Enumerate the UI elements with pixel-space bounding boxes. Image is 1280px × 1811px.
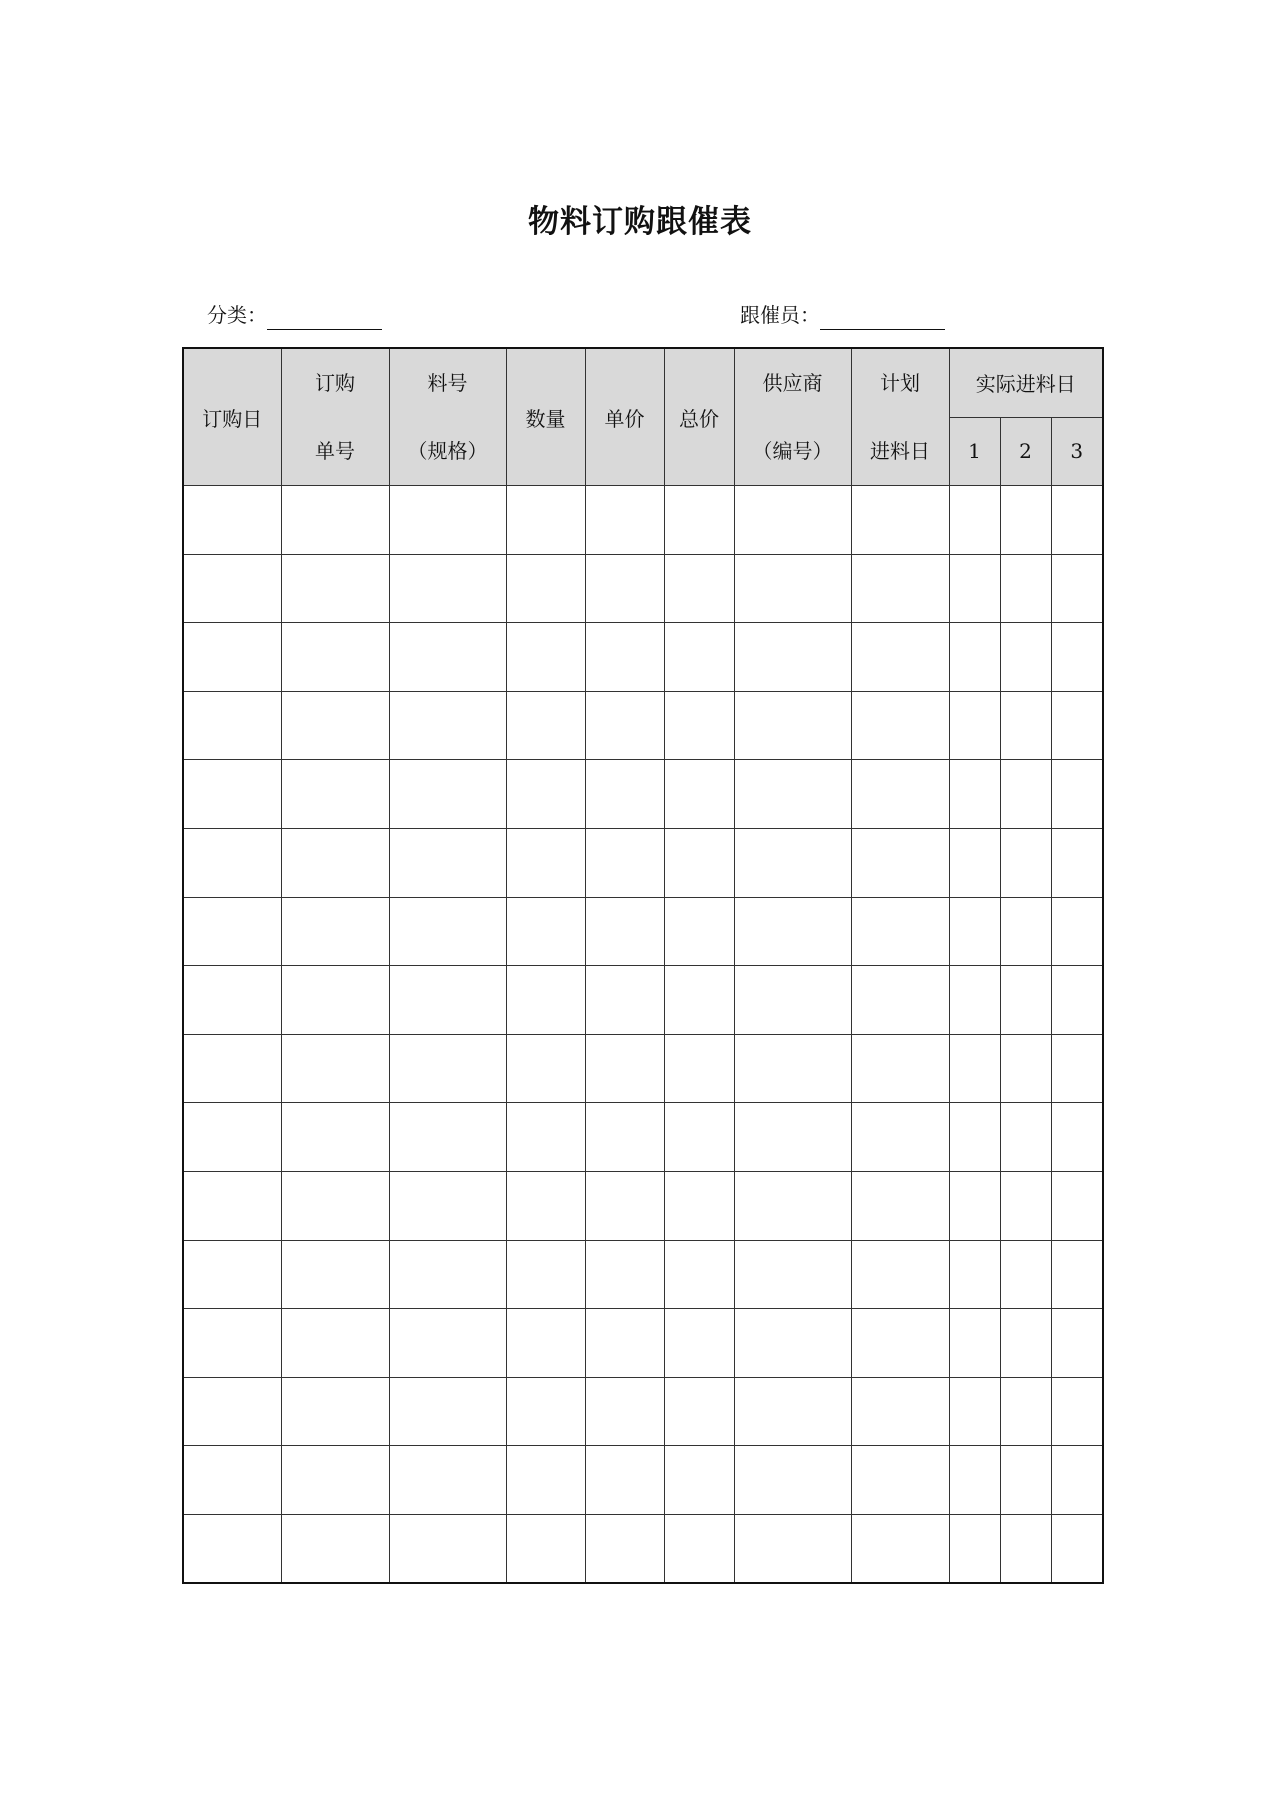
table-cell[interactable] — [506, 691, 585, 760]
table-cell[interactable] — [949, 691, 1000, 760]
table-cell[interactable] — [1051, 1240, 1103, 1309]
table-cell[interactable] — [183, 1377, 281, 1446]
table-cell[interactable] — [1000, 828, 1051, 897]
header-actual-date: 实际进料日 — [949, 348, 1103, 417]
header-part-number — [389, 348, 506, 486]
table-cell[interactable] — [389, 1446, 506, 1515]
header-part-number-line1: 料号 — [427, 371, 468, 395]
table-cell[interactable] — [734, 1171, 851, 1240]
table-row — [183, 486, 1103, 555]
table-cell[interactable] — [506, 760, 585, 829]
table-cell[interactable] — [1000, 1377, 1051, 1446]
table-cell[interactable] — [389, 1377, 506, 1446]
table-cell[interactable] — [949, 1103, 1000, 1172]
table-cell[interactable] — [1051, 691, 1103, 760]
table-cell[interactable] — [1051, 1103, 1103, 1172]
table-cell[interactable] — [183, 1514, 281, 1583]
table-cell[interactable] — [851, 897, 949, 966]
table-cell[interactable] — [389, 1103, 506, 1172]
table-cell[interactable] — [585, 1309, 664, 1378]
table-cell[interactable] — [183, 828, 281, 897]
table-cell[interactable] — [183, 897, 281, 966]
table-cell[interactable] — [506, 1240, 585, 1309]
table-cell[interactable] — [506, 623, 585, 692]
table-cell[interactable] — [1051, 1309, 1103, 1378]
table-cell[interactable] — [389, 966, 506, 1035]
table-cell[interactable] — [281, 1171, 389, 1240]
table-cell[interactable] — [585, 1171, 664, 1240]
header-supplier-line2: （编号） — [752, 439, 833, 463]
table-cell[interactable] — [585, 897, 664, 966]
table-cell[interactable] — [664, 1309, 734, 1378]
table-cell[interactable] — [281, 966, 389, 1035]
table-cell[interactable] — [183, 966, 281, 1035]
table-cell[interactable] — [1051, 1034, 1103, 1103]
table-row — [183, 1514, 1103, 1583]
table-cell[interactable] — [585, 1514, 664, 1583]
table-cell[interactable] — [506, 486, 585, 555]
table-cell[interactable] — [585, 554, 664, 623]
table-cell[interactable] — [1051, 486, 1103, 555]
header-supplier-line1: 供应商 — [762, 371, 823, 395]
table-cell[interactable] — [1051, 554, 1103, 623]
header-actual-3: 3 — [1051, 417, 1103, 485]
table-row — [183, 623, 1103, 692]
table-cell[interactable] — [664, 623, 734, 692]
table-cell[interactable] — [1000, 554, 1051, 623]
table-row — [183, 1377, 1103, 1446]
table-cell[interactable] — [664, 691, 734, 760]
table-cell[interactable] — [1000, 897, 1051, 966]
table-cell[interactable] — [1051, 1446, 1103, 1515]
header-actual-1: 1 — [949, 417, 1000, 485]
table-row — [183, 760, 1103, 829]
table-cell[interactable] — [506, 828, 585, 897]
table-cell[interactable] — [183, 486, 281, 555]
table-cell[interactable] — [585, 760, 664, 829]
table-cell[interactable] — [664, 1171, 734, 1240]
header-unit-price: 单价 — [585, 348, 664, 486]
table-cell[interactable] — [281, 1377, 389, 1446]
table-cell[interactable] — [183, 623, 281, 692]
table-cell[interactable] — [851, 1514, 949, 1583]
table-cell[interactable] — [664, 760, 734, 829]
table-cell[interactable] — [506, 1377, 585, 1446]
table-cell[interactable] — [949, 897, 1000, 966]
header-actual-2: 2 — [1000, 417, 1051, 485]
table-cell[interactable] — [1000, 1514, 1051, 1583]
table-cell[interactable] — [734, 1103, 851, 1172]
table-cell[interactable] — [506, 1171, 585, 1240]
table-cell[interactable] — [281, 1309, 389, 1378]
table-cell[interactable] — [389, 486, 506, 555]
follower-field — [740, 300, 945, 330]
table-cell[interactable] — [389, 623, 506, 692]
table-cell[interactable] — [734, 1377, 851, 1446]
table-cell[interactable] — [851, 554, 949, 623]
table-cell[interactable] — [851, 486, 949, 555]
table-row — [183, 1446, 1103, 1515]
table-cell[interactable] — [664, 1514, 734, 1583]
table-cell[interactable] — [949, 1377, 1000, 1446]
table-cell[interactable] — [183, 691, 281, 760]
table-cell[interactable] — [1000, 1103, 1051, 1172]
table-cell[interactable] — [664, 897, 734, 966]
table-cell[interactable] — [664, 1240, 734, 1309]
table-cell[interactable] — [281, 1514, 389, 1583]
table-cell[interactable] — [281, 828, 389, 897]
header-planned-date-line2: 进料日 — [870, 439, 930, 463]
table-cell[interactable] — [949, 623, 1000, 692]
table-cell[interactable] — [389, 1309, 506, 1378]
table-cell[interactable] — [949, 554, 1000, 623]
table-cell[interactable] — [734, 1240, 851, 1309]
table-cell[interactable] — [664, 1034, 734, 1103]
table-row — [183, 691, 1103, 760]
page-title: 物料订购跟催表 — [528, 204, 752, 240]
table-cell[interactable] — [664, 1377, 734, 1446]
table-cell[interactable] — [734, 1514, 851, 1583]
table-cell[interactable] — [183, 554, 281, 623]
table-cell[interactable] — [851, 1377, 949, 1446]
header-total-price: 总价 — [664, 348, 734, 486]
table-cell[interactable] — [281, 760, 389, 829]
table-cell[interactable] — [1051, 1377, 1103, 1446]
table-cell[interactable] — [585, 828, 664, 897]
table-cell[interactable] — [664, 554, 734, 623]
header-planned-date-line1: 计划 — [880, 371, 920, 395]
category-label: 分类： — [207, 303, 267, 327]
table-cell[interactable] — [851, 623, 949, 692]
table-cell[interactable] — [585, 1103, 664, 1172]
table-cell[interactable] — [183, 1446, 281, 1515]
header-order-number-line1: 订购 — [315, 371, 355, 395]
table-cell[interactable] — [389, 1034, 506, 1103]
follower-input[interactable] — [820, 303, 945, 330]
table-cell[interactable] — [585, 1240, 664, 1309]
table-cell[interactable] — [281, 1034, 389, 1103]
header-supplier — [734, 348, 851, 486]
table-cell[interactable] — [1000, 966, 1051, 1035]
table-cell[interactable] — [281, 897, 389, 966]
table-cell[interactable] — [851, 1171, 949, 1240]
table-cell[interactable] — [183, 760, 281, 829]
table-row — [183, 1240, 1103, 1309]
table-cell[interactable] — [949, 1514, 1000, 1583]
table-cell[interactable] — [1051, 623, 1103, 692]
table-cell[interactable] — [949, 760, 1000, 829]
table-cell[interactable] — [506, 1309, 585, 1378]
table-cell[interactable] — [183, 1034, 281, 1103]
order-tracking-table — [182, 347, 1104, 1584]
table-cell[interactable] — [585, 966, 664, 1035]
table-cell[interactable] — [585, 486, 664, 555]
table-cell[interactable] — [506, 1514, 585, 1583]
table-cell[interactable] — [949, 1240, 1000, 1309]
table-cell[interactable] — [734, 760, 851, 829]
table-cell[interactable] — [1051, 1514, 1103, 1583]
table-cell[interactable] — [389, 554, 506, 623]
table-cell[interactable] — [1000, 760, 1051, 829]
table-cell[interactable] — [734, 966, 851, 1035]
header-quantity: 数量 — [506, 348, 585, 486]
table-row — [183, 1103, 1103, 1172]
table-cell[interactable] — [183, 1103, 281, 1172]
table-cell[interactable] — [664, 966, 734, 1035]
table-cell[interactable] — [183, 1240, 281, 1309]
table-cell[interactable] — [281, 1240, 389, 1309]
table-row — [183, 1171, 1103, 1240]
table-cell[interactable] — [949, 486, 1000, 555]
table-cell[interactable] — [1000, 691, 1051, 760]
table-cell[interactable] — [585, 691, 664, 760]
table-cell[interactable] — [851, 1103, 949, 1172]
table-cell[interactable] — [664, 486, 734, 555]
header-order-date: 订购日 — [183, 348, 281, 486]
table-row — [183, 966, 1103, 1035]
table-row — [183, 1309, 1103, 1378]
table-cell[interactable] — [734, 897, 851, 966]
table-cell[interactable] — [183, 1309, 281, 1378]
table-cell[interactable] — [851, 760, 949, 829]
table-cell[interactable] — [281, 1103, 389, 1172]
table-cell[interactable] — [851, 1309, 949, 1378]
table-cell[interactable] — [506, 1034, 585, 1103]
table-cell[interactable] — [734, 554, 851, 623]
table-cell[interactable] — [389, 760, 506, 829]
table-row — [183, 897, 1103, 966]
table-cell[interactable] — [1051, 966, 1103, 1035]
table-row — [183, 828, 1103, 897]
table-cell[interactable] — [1000, 1034, 1051, 1103]
follower-label: 跟催员： — [740, 303, 820, 327]
header-order-number-line2: 单号 — [315, 439, 355, 463]
table-cell[interactable] — [389, 1240, 506, 1309]
table-cell[interactable] — [664, 1103, 734, 1172]
table-cell[interactable] — [1000, 1240, 1051, 1309]
table-cell[interactable] — [1051, 760, 1103, 829]
header-planned-date — [851, 348, 949, 486]
table-cell[interactable] — [734, 691, 851, 760]
table-cell[interactable] — [506, 1103, 585, 1172]
table-cell[interactable] — [389, 691, 506, 760]
table-cell[interactable] — [389, 828, 506, 897]
table-cell[interactable] — [851, 691, 949, 760]
table-cell[interactable] — [949, 1171, 1000, 1240]
table-cell[interactable] — [389, 897, 506, 966]
table-cell[interactable] — [506, 897, 585, 966]
table-cell[interactable] — [851, 1034, 949, 1103]
table-cell[interactable] — [506, 554, 585, 623]
header-order-number — [281, 348, 389, 486]
table-cell[interactable] — [506, 966, 585, 1035]
table-cell[interactable] — [949, 1446, 1000, 1515]
table-cell[interactable] — [734, 1309, 851, 1378]
category-input[interactable] — [267, 303, 382, 330]
table-cell[interactable] — [664, 1446, 734, 1515]
table-cell[interactable] — [183, 1171, 281, 1240]
table-cell[interactable] — [664, 828, 734, 897]
table-cell[interactable] — [949, 1309, 1000, 1378]
table-cell[interactable] — [734, 1034, 851, 1103]
table-cell[interactable] — [1000, 1171, 1051, 1240]
table-cell[interactable] — [281, 691, 389, 760]
table-cell[interactable] — [1000, 623, 1051, 692]
table-cell[interactable] — [585, 1034, 664, 1103]
table-cell[interactable] — [281, 554, 389, 623]
table-cell[interactable] — [734, 1446, 851, 1515]
table-cell[interactable] — [949, 966, 1000, 1035]
table-cell[interactable] — [851, 966, 949, 1035]
table-cell[interactable] — [389, 1514, 506, 1583]
table-cell[interactable] — [1051, 1171, 1103, 1240]
table-cell[interactable] — [734, 828, 851, 897]
table-cell[interactable] — [949, 828, 1000, 897]
table-cell[interactable] — [585, 623, 664, 692]
table-cell[interactable] — [1051, 897, 1103, 966]
table-cell[interactable] — [506, 1446, 585, 1515]
table-cell[interactable] — [281, 1446, 389, 1515]
category-field — [207, 300, 382, 330]
table-cell[interactable] — [851, 1446, 949, 1515]
table-cell[interactable] — [281, 623, 389, 692]
table-cell[interactable] — [585, 1446, 664, 1515]
table-body — [183, 486, 1103, 1584]
table-cell[interactable] — [734, 486, 851, 555]
table-row — [183, 1034, 1103, 1103]
table-cell[interactable] — [1051, 828, 1103, 897]
table-cell[interactable] — [281, 486, 389, 555]
table-cell[interactable] — [585, 1377, 664, 1446]
table-row — [183, 554, 1103, 623]
table-cell[interactable] — [1000, 1309, 1051, 1378]
table-cell[interactable] — [1000, 1446, 1051, 1515]
table-cell[interactable] — [851, 828, 949, 897]
table-cell[interactable] — [851, 1240, 949, 1309]
table-cell[interactable] — [1000, 486, 1051, 555]
table-cell[interactable] — [389, 1171, 506, 1240]
table-cell[interactable] — [734, 623, 851, 692]
table-cell[interactable] — [949, 1034, 1000, 1103]
header-part-number-line2: （规格） — [407, 439, 488, 463]
